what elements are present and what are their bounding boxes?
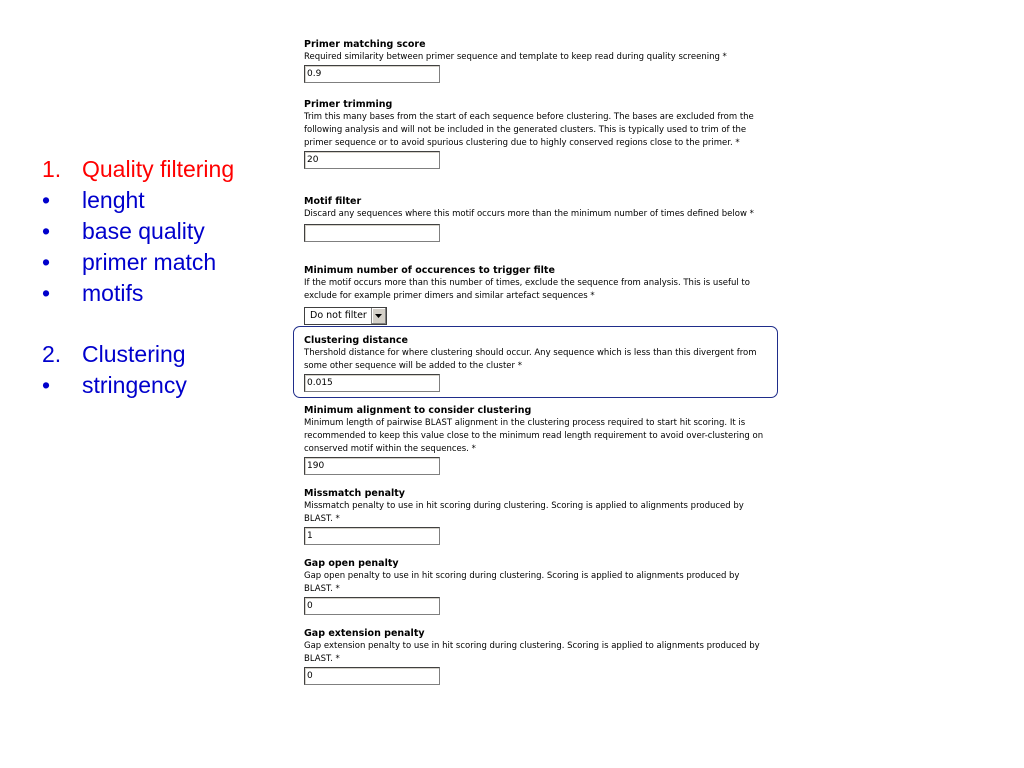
field-min-alignment [304, 404, 764, 487]
field-min-occurences [304, 264, 764, 334]
select-value: Do not filter [310, 310, 367, 321]
outline-text: Clustering [82, 341, 186, 367]
bullet-marker: • [42, 187, 51, 213]
outline-item-base-quality [42, 216, 234, 247]
bullet-marker: • [42, 372, 51, 398]
field-title: Motif filter [304, 196, 362, 207]
outline-text: lenght [82, 187, 145, 213]
field-motif-filter [304, 195, 764, 264]
field-description: Required similarity between primer sequence and template to keep read during quality screening * [304, 52, 727, 62]
slide-outline [42, 154, 234, 401]
field-title: Gap open penalty [304, 558, 399, 569]
outline-text: base quality [82, 218, 205, 244]
field-description: Discard any sequences where this motif occurs more than the minimum number of times defined below * [304, 209, 754, 219]
field-title: Primer matching score [304, 39, 426, 50]
field-title: Clustering distance [304, 335, 408, 346]
outline-item-lenght [42, 185, 234, 216]
outline-text: motifs [82, 280, 144, 306]
field-title: Primer trimming [304, 99, 393, 110]
field-missmatch-penalty [304, 487, 764, 557]
field-title: Gap extension penalty [304, 628, 425, 639]
motif-filter-input[interactable] [304, 224, 440, 242]
field-gap-open-penalty [304, 557, 764, 627]
outline-item-primer-match [42, 247, 234, 278]
outline-text: stringency [82, 372, 187, 398]
field-title: Missmatch penalty [304, 488, 405, 499]
bullet-marker: • [42, 249, 51, 275]
gap-open-penalty-input[interactable] [304, 597, 440, 615]
chevron-down-icon[interactable] [371, 308, 386, 324]
field-primer-trimming [304, 98, 764, 195]
field-clustering-distance [304, 334, 764, 404]
outline-item-motifs [42, 278, 234, 309]
bullet-marker: • [42, 218, 51, 244]
primer-trimming-input[interactable] [304, 151, 440, 169]
min-occurences-select[interactable] [304, 307, 387, 325]
primer-matching-score-input[interactable] [304, 65, 440, 83]
field-gap-extension-penalty [304, 627, 764, 687]
outline-text: primer match [82, 249, 217, 275]
field-description: Trim this many bases from the start of each sequence before clustering. The bases are excluded from the following analysis and will not be included in the generated clusters. This is typically used to trim of the primer sequence or to avoid spurious clustering due to highly conserved regions close to the primer. * [304, 112, 754, 148]
field-description: Missmatch penalty to use in hit scoring during clustering. Scoring is applied to alignments produced by BLAST. * [304, 501, 744, 524]
field-description: Gap extension penalty to use in hit scoring during clustering. Scoring is applied to alignments produced by BLAST. * [304, 641, 760, 664]
settings-form [304, 38, 764, 687]
clustering-distance-input[interactable] [304, 374, 440, 392]
outline-item-stringency [42, 370, 234, 401]
bullet-marker: • [42, 280, 51, 306]
field-description: Gap open penalty to use in hit scoring during clustering. Scoring is applied to alignments produced by BLAST. * [304, 571, 740, 594]
gap-extension-penalty-input[interactable] [304, 667, 440, 685]
min-alignment-input[interactable] [304, 457, 440, 475]
outline-marker: 1. [42, 156, 62, 182]
outline-text: Quality filtering [82, 156, 235, 182]
field-description: If the motif occurs more than this number of times, exclude the sequence from analysis. This is useful to exclude for example primer dimers and similar artefact sequences * [304, 278, 750, 301]
field-description: Minimum length of pairwise BLAST alignment in the clustering process required to start hit scoring. It is recommended to keep this value close to the minimum read length requirement to avoid over-clustering on conserved motif within the sequences. * [304, 418, 764, 454]
outline-item-clustering [42, 339, 234, 370]
field-title: Minimum alignment to consider clustering [304, 405, 532, 416]
outline-item-quality-filtering [42, 154, 234, 185]
outline-marker: 2. [42, 341, 62, 367]
missmatch-penalty-input[interactable] [304, 527, 440, 545]
field-description: Thershold distance for where clustering should occur. Any sequence which is less than this divergent from some other sequence will be added to the cluster * [304, 348, 757, 371]
field-title: Minimum number of occurences to trigger filte [304, 265, 555, 276]
field-primer-matching-score [304, 38, 764, 98]
